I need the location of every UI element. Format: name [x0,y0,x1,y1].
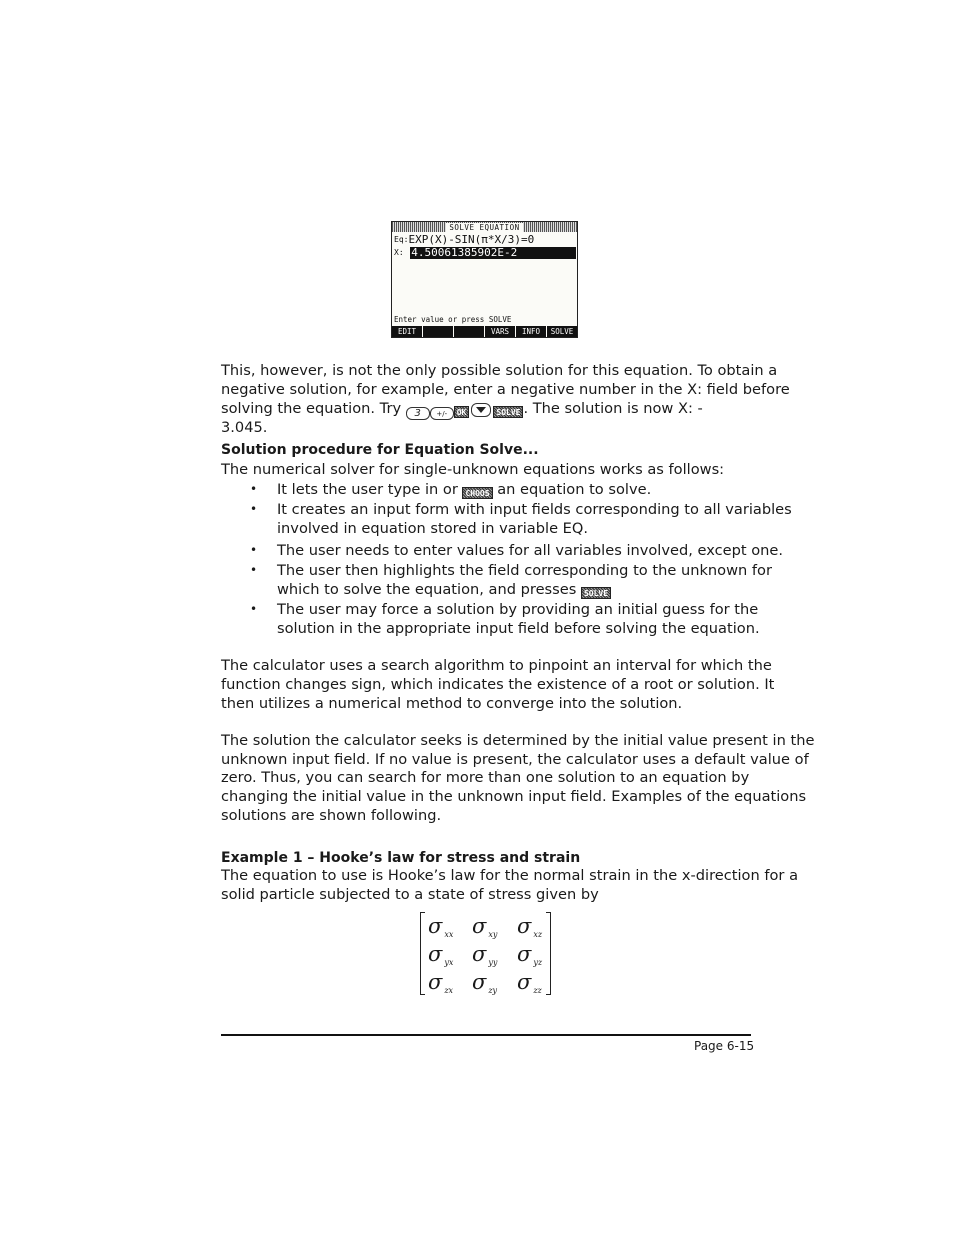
bullet-2-line-1: It creates an input form with input fields corresponding to all variables [277,501,792,518]
bullet-5-marker: • [250,602,258,616]
calc-eq-value: EXP(X)-SIN(π*X/3)=0 [408,233,535,246]
bullet-4-line-2-text: which to solve the equation, and presses [277,581,577,598]
bullet-2-line-2: involved in equation stored in variable EQ. [277,520,589,537]
bullet-1-b: an equation to solve. [497,481,652,498]
calc-x-row [394,247,576,259]
procedure-lead: The numerical solver for single-unknown equations works as follows: [221,461,725,478]
intro-line-3-b: . The solution is now X: - [523,400,703,417]
para2-line-2: function changes sign, which indicates the existence of a root or solution. It [221,676,775,693]
bullet-3-text: The user needs to enter values for all variables involved, except one. [277,542,784,559]
matrix-cell-zz: σ $_{zz}$ [517,970,542,995]
calc-x-value: 4.50061385902E-2 [410,247,576,259]
example-line-1: The equation to use is Hooke’s law for the normal strain in the x-direction for a [221,867,799,884]
matrix-cell-xx: σ $_{xx}$ [428,914,454,939]
matrix-cell-zx: σ $_{zx}$ [428,970,454,995]
softkey-info: INFO [516,326,547,337]
bullet-5-line-2: solution in the appropriate input field before solving the equation. [277,620,760,637]
bullet-4-marker: • [250,563,258,577]
softkey-empty-2 [454,326,485,337]
bullet-4-line-1: The user then highlights the field corresponding to the unknown for [277,562,772,579]
key-choos-icon: CHOOS [462,487,492,499]
bullet-2-marker: • [250,502,258,516]
softkey-edit: EDIT [392,326,423,337]
bullet-1-text [277,480,651,499]
bullet-1-a: It lets the user type in or [277,481,458,498]
para2-line-3: then utilizes a numerical method to converge into the solution. [221,695,683,712]
para3-line-1: The solution the calculator seeks is determined by the initial value present in the [221,732,815,749]
calc-prompt: Enter value or press SOLVE [394,315,512,324]
matrix-cell-yy: σ $_{yy}$ [472,942,498,967]
key-3-icon: 3 [406,407,430,420]
bullet-3-marker: • [250,543,258,557]
para3-line-4: changing the initial value in the unknown input field. Examples of the equations [221,788,807,805]
softkey-solve: SOLVE [547,326,577,337]
matrix-left-bracket [420,912,425,995]
para3-line-2: unknown input field. If no value is present, the calculator uses a default value of [221,751,809,768]
intro-line-3-a: solving the equation. Try [221,400,402,417]
matrix-right-bracket [546,912,551,995]
intro-line-1: This, however, is not the only possible solution for this equation. To obtain a [221,362,778,379]
calc-x-label: X: [394,248,404,257]
calc-eq-row [394,234,534,246]
para3-line-3: zero. Thus, you can search for more than one solution to an equation by [221,769,750,786]
intro-line-3 [221,399,703,420]
intro-line-4: 3.045. [221,419,268,436]
softkey-vars: VARS [485,326,516,337]
key-solve-icon: SOLVE [493,406,523,418]
matrix-cell-xy: σ $_{xy}$ [472,914,498,939]
para3-line-5: solutions are shown following. [221,807,442,824]
matrix-cell-yx: σ $_{yx}$ [428,942,454,967]
footer-rule [221,1034,751,1036]
intro-line-2: negative solution, for example, enter a negative number in the X: field before [221,381,790,398]
calc-menu-bar [392,326,577,337]
para2-line-1: The calculator uses a search algorithm to pinpoint an interval for which the [221,657,772,674]
key-ok-icon: OK [454,406,470,418]
page-number: Page 6-15 [694,1039,755,1053]
matrix-cell-yz: σ $_{yz}$ [517,942,543,967]
calc-eq-label: Eq: [394,235,409,244]
example-line-2: solid particle subjected to a state of stress given by [221,886,599,903]
example-heading: Example 1 – Hooke’s law for stress and strain [221,850,581,866]
matrix-cell-zy: σ $_{zy}$ [472,970,498,995]
bullet-5-line-1: The user may force a solution by providing an initial guess for the [277,601,759,618]
stress-matrix [420,912,551,995]
softkey-empty-1 [423,326,454,337]
key-plus-minus-icon: +/- [430,407,454,420]
calculator-screen [391,221,578,338]
key-down-arrow-icon [469,403,493,416]
bullet-1-marker: • [250,482,258,496]
calc-title-bar [392,222,577,232]
matrix-cell-xz: σ $_{xz}$ [517,914,543,939]
bullet-4-line-2 [277,580,611,599]
procedure-heading: Solution procedure for Equation Solve... [221,442,539,458]
key-solve-icon-2: SOLVE [581,587,611,599]
calc-title: SOLVE EQUATION [446,223,522,232]
